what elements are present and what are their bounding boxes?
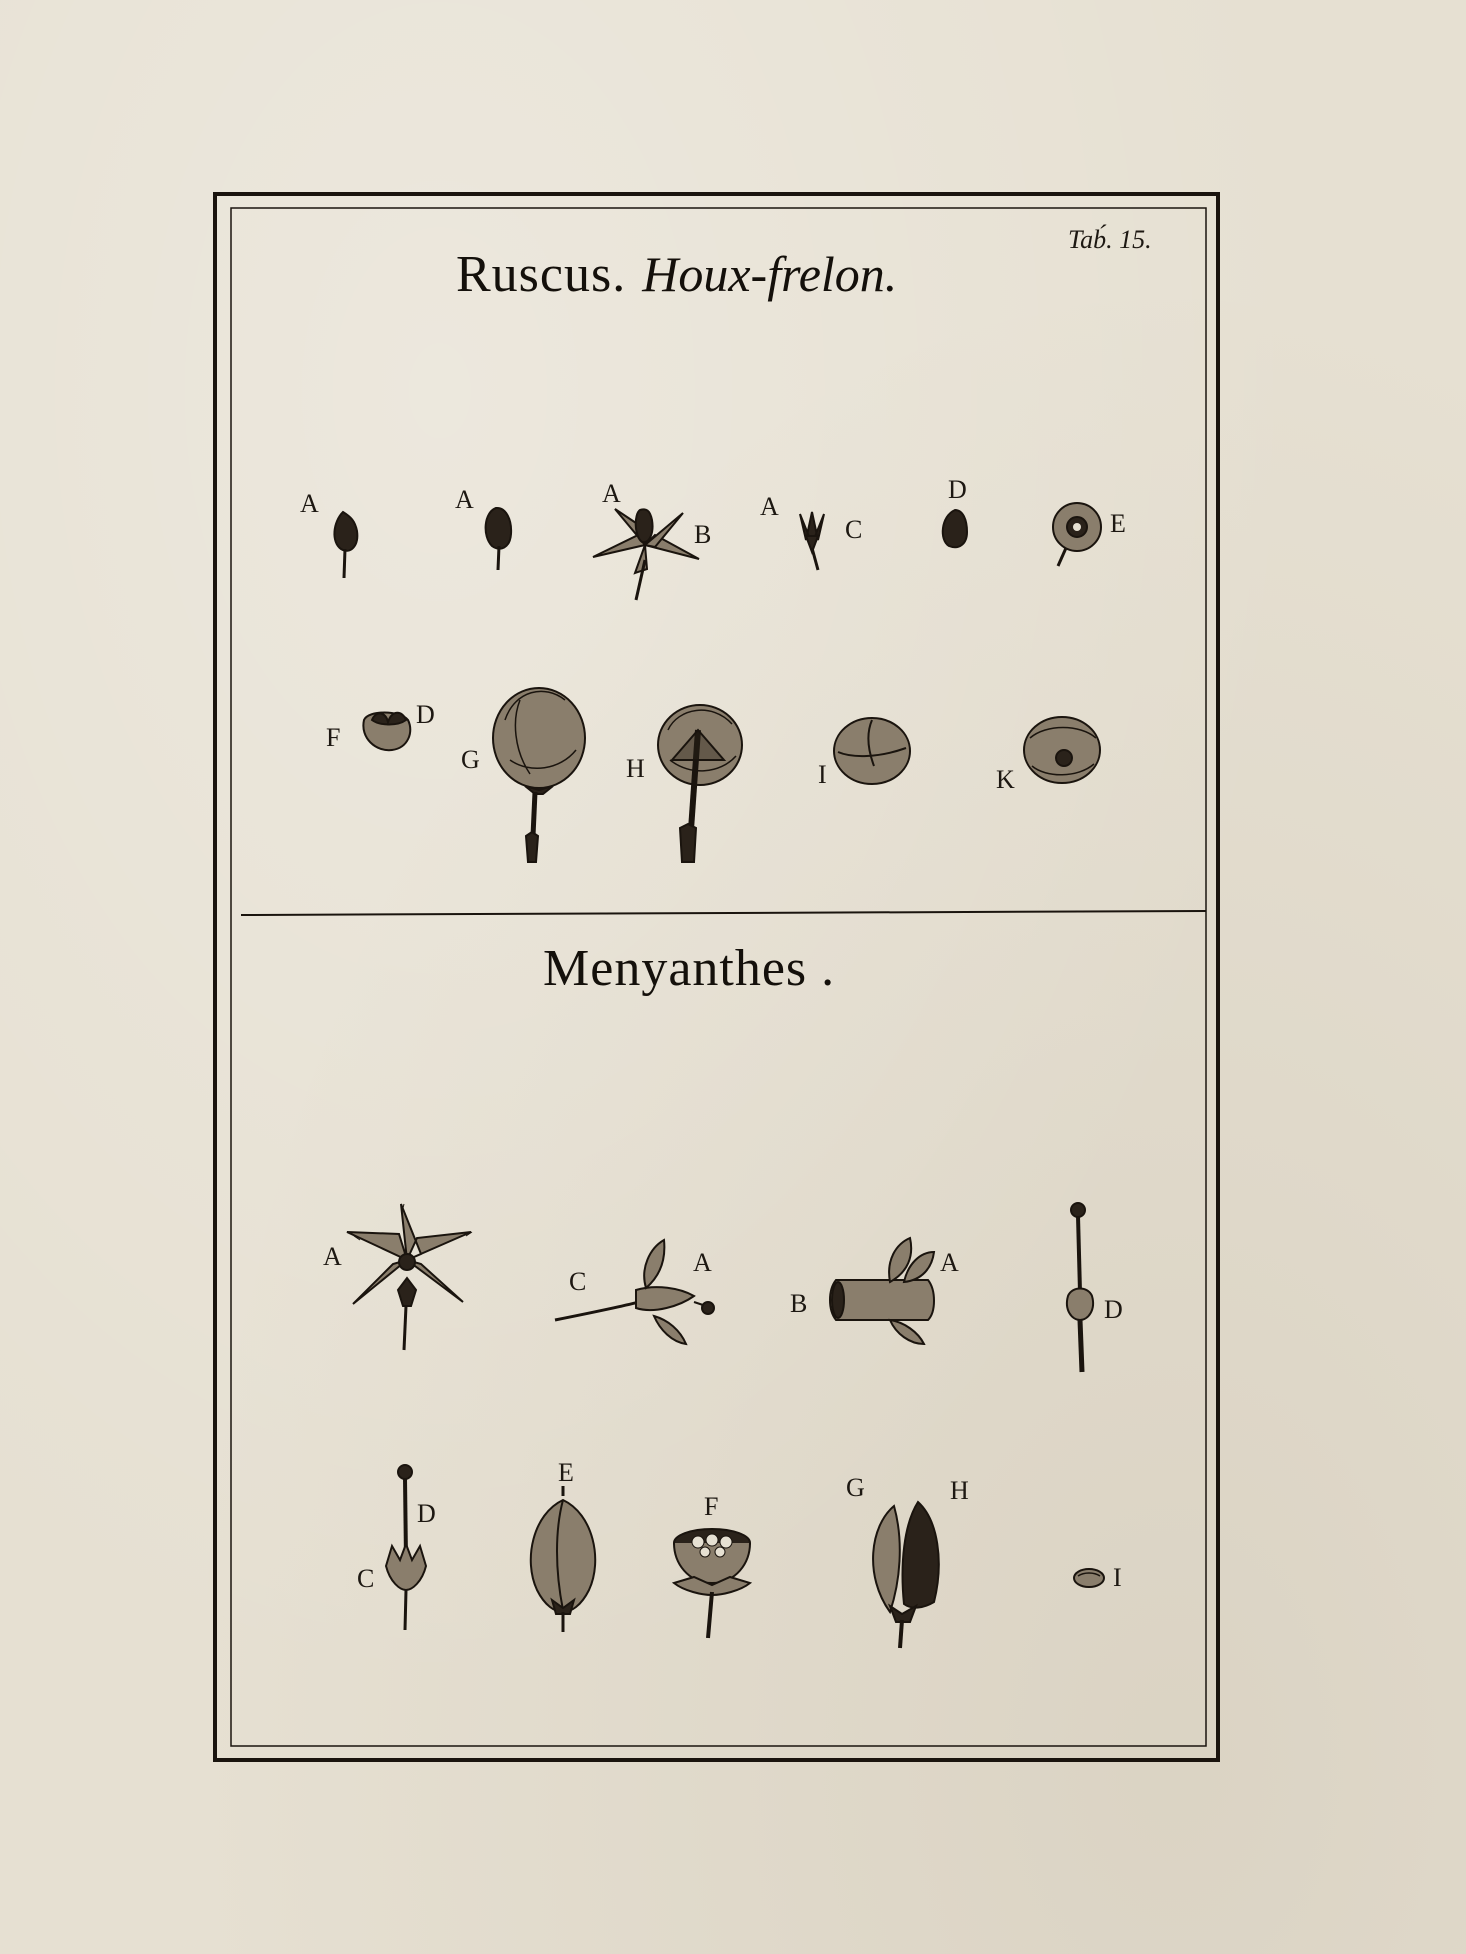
ruscus-label-d1: D <box>948 475 967 504</box>
ruscus-figure-a3 <box>593 509 699 600</box>
ruscus-label-c: C <box>845 515 863 544</box>
menyanthes-label-a3: A <box>940 1248 959 1277</box>
ruscus-figure-d1 <box>943 510 967 547</box>
ruscus-label-e: E <box>1110 509 1126 538</box>
tab-number: Tab́. 15. <box>1068 225 1152 254</box>
menyanthes-label-d2: D <box>417 1499 436 1528</box>
menyanthes-label-d1: D <box>1104 1295 1123 1324</box>
ruscus-figure-f <box>363 713 410 751</box>
ruscus-label-g: G <box>461 745 480 774</box>
menyanthes-label-h: H <box>950 1476 969 1505</box>
ruscus-figure-g <box>493 688 585 862</box>
ruscus-figure-h <box>658 705 742 862</box>
menyanthes-label-c2: C <box>357 1564 375 1593</box>
menyanthes-label-a1: A <box>323 1242 342 1271</box>
ruscus-label-a3: A <box>602 479 621 508</box>
menyanthes-figure-i <box>1074 1569 1104 1587</box>
menyanthes-label-c1: C <box>569 1267 587 1296</box>
ruscus-title <box>456 246 897 303</box>
ruscus-figure-i <box>834 718 910 784</box>
ruscus-title-italic: Houx-frelon. <box>642 246 898 302</box>
ruscus-title-roman: Ruscus. <box>456 246 627 303</box>
ruscus-figure-k <box>1024 717 1100 783</box>
ruscus-label-i: I <box>818 760 827 789</box>
ruscus-label-b: B <box>694 520 712 549</box>
menyanthes-figure-b-a3 <box>830 1238 934 1344</box>
menyanthes-figure-a1 <box>347 1204 472 1350</box>
ruscus-label-a1: A <box>300 489 319 518</box>
menyanthes-figure-f <box>674 1529 750 1638</box>
ruscus-label-d2: D <box>416 700 435 729</box>
ruscus-figure-a2 <box>486 508 512 570</box>
menyanthes-figure-c2-d2 <box>386 1465 426 1630</box>
ruscus-label-a4: A <box>760 492 779 521</box>
menyanthes-label-a2: A <box>693 1248 712 1277</box>
menyanthes-figure-d1 <box>1067 1203 1093 1372</box>
menyanthes-figure-g-h <box>873 1502 939 1648</box>
ruscus-figure-a4 <box>800 512 824 570</box>
section-divider <box>241 911 1206 915</box>
menyanthes-label-g: G <box>846 1473 865 1502</box>
menyanthes-title: Menyanthes . <box>543 940 836 997</box>
ruscus-figure-a1 <box>334 512 357 578</box>
ruscus-figure-e <box>1053 503 1101 566</box>
ruscus-label-k: K <box>996 765 1015 794</box>
ruscus-label-a2: A <box>455 485 474 514</box>
menyanthes-label-f: F <box>704 1492 719 1521</box>
menyanthes-figure-e <box>531 1486 595 1632</box>
ruscus-label-f: F <box>326 723 341 752</box>
menyanthes-label-i: I <box>1113 1563 1122 1592</box>
ruscus-label-h: H <box>626 754 645 783</box>
menyanthes-label-e: E <box>558 1458 574 1487</box>
menyanthes-label-b: B <box>790 1289 808 1318</box>
